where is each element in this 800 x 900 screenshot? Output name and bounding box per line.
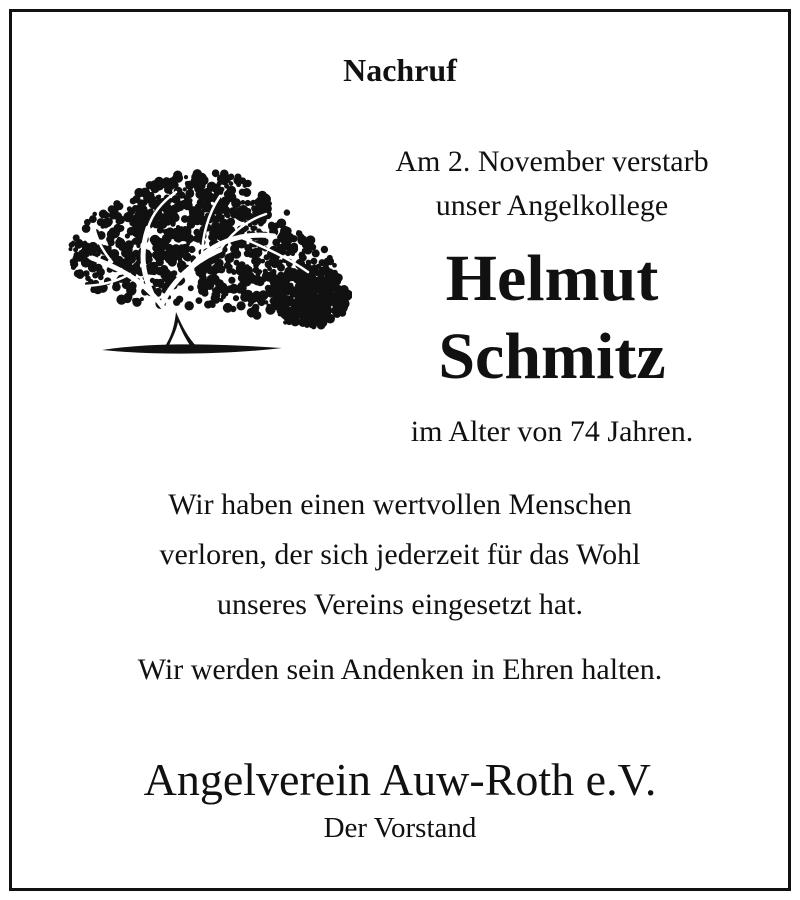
announcement-block xyxy=(337,140,767,454)
paragraph-line: unseres Vereins eingesetzt hat. xyxy=(217,588,583,621)
first-name: Helmut xyxy=(445,242,659,315)
notice-heading: Nachruf xyxy=(343,52,457,88)
intro-line: unser Angelkollege xyxy=(435,189,669,222)
paragraph-line: Wir haben einen wertvollen Menschen xyxy=(168,488,632,521)
signatory: Der Vorstand xyxy=(323,812,477,844)
deceased-name xyxy=(337,240,767,396)
intro-text xyxy=(337,140,767,228)
age-text: im Alter von 74 Jahren. xyxy=(410,415,694,448)
organization-name: Angelverein Auw-Roth e.V. xyxy=(143,754,657,805)
intro-line: Am 2. November verstarb xyxy=(395,145,709,178)
closing-sentence: Wir werden sein Andenken in Ehren halten. xyxy=(137,653,663,686)
tree-illustration xyxy=(52,162,352,362)
tribute-paragraph xyxy=(12,480,788,630)
obituary-notice xyxy=(9,9,791,891)
paragraph-line: verloren, der sich jederzeit für das Wohl xyxy=(159,538,641,571)
last-name: Schmitz xyxy=(438,320,666,393)
